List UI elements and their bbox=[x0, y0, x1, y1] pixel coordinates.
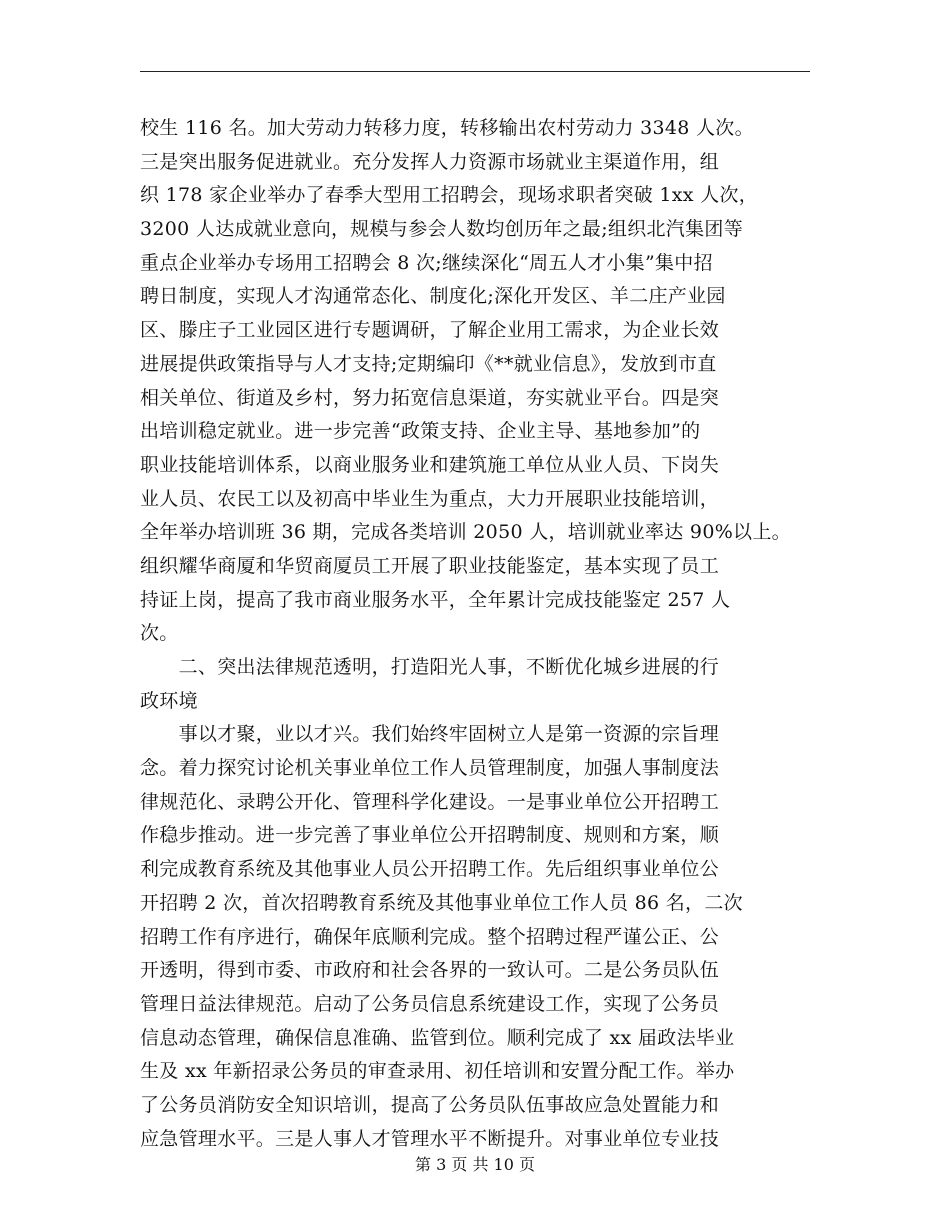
text-line: 作稳步推动。进一步完善了事业单位公开招聘制度、规则和方案，顺 bbox=[140, 824, 720, 847]
text-line: 业人员、农民工以及初高中毕业生为重点，大力开展职业技能培训， bbox=[140, 487, 720, 510]
text-line: 管理日益法律规范。启动了公务员信息系统建设工作，实现了公务员 bbox=[140, 992, 720, 1015]
text-line: 次。 bbox=[140, 622, 179, 645]
text-line: 念。着力探究讨论机关事业单位工作人员管理制度，加强人事制度法 bbox=[140, 757, 720, 780]
body-text bbox=[140, 112, 820, 1156]
text-line: 重点企业举办专场用工招聘会 8 次;继续深化“周五人才小集”集中招 bbox=[140, 251, 713, 274]
text-line: 校生 116 名。加大劳动力转移力度，转移输出农村劳动力 3348 人次。 bbox=[140, 117, 754, 139]
text-line: 织 178 家企业举办了春季大型用工招聘会，现场求职者突破 1xx 人次， bbox=[140, 184, 759, 207]
text-line: 开招聘 2 次，首次招聘教育系统及其他事业单位工作人员 86 名，二次 bbox=[140, 891, 743, 914]
text-line: 开透明，得到市委、市政府和社会各界的一致认可。二是公务员队伍 bbox=[140, 959, 720, 982]
text-line: 3200 人达成就业意向，规模与参会人数均创历年之最;组织北汽集团等 bbox=[140, 218, 743, 241]
text-line: 进展提供政策指导与人才支持;定期编印《**就业信息》，发放到市直 bbox=[140, 352, 717, 375]
text-line: 招聘工作有序进行，确保年底顺利完成。整个招聘过程严谨公正、公 bbox=[140, 925, 720, 948]
text-line: 区、滕庄子工业园区进行专题调研，了解企业用工需求，为企业长效 bbox=[140, 319, 720, 342]
text-line: 全年举办培训班 36 期，完成各类培训 2050 人，培训就业率达 90%以上。 bbox=[140, 521, 791, 544]
text-line: 利完成教育系统及其他事业人员公开招聘工作。先后组织事业单位公 bbox=[140, 858, 720, 881]
text-line: 出培训稳定就业。进一步完善“政策支持、企业主导、基地参加”的 bbox=[140, 420, 701, 443]
text-line: 事以才聚，业以才兴。我们始终牢固树立人是第一资源的宗旨理 bbox=[140, 723, 720, 746]
text-line: 生及 xx 年新招录公务员的审查录用、初任培训和安置分配工作。举办 bbox=[140, 1060, 735, 1083]
header-rule bbox=[140, 71, 810, 72]
text-line: 聘日制度，实现人才沟通常态化、制度化;深化开发区、羊二庄产业园 bbox=[140, 285, 726, 308]
text-line: 律规范化、录聘公开化、管理科学化建设。一是事业单位公开招聘工 bbox=[140, 790, 720, 813]
section-heading-line: 二、突出法律规范透明，打造阳光人事，不断优化城乡进展的行 bbox=[140, 656, 720, 678]
text-line: 三是突出服务促进就业。充分发挥人力资源市场就业主渠道作用，组 bbox=[140, 150, 720, 173]
text-line: 相关单位、街道及乡村，努力拓宽信息渠道，夯实就业平台。四是突 bbox=[140, 386, 720, 409]
text-line: 持证上岗，提高了我市商业服务水平，全年累计完成技能鉴定 257 人 bbox=[140, 588, 731, 611]
text-line: 组织耀华商厦和华贸商厦员工开展了职业技能鉴定，基本实现了员工 bbox=[140, 554, 720, 577]
text-line: 应急管理水平。三是人事人才管理水平不断提升。对事业单位专业技 bbox=[140, 1127, 720, 1150]
page-number-footer: 第 3 页 共 10 页 bbox=[415, 1155, 535, 1174]
text-line: 职业技能培训体系，以商业服务业和建筑施工单位从业人员、下岗失 bbox=[140, 453, 720, 476]
text-line: 信息动态管理，确保信息准确、监管到位。顺利完成了 xx 届政法毕业 bbox=[140, 1026, 735, 1049]
section-heading-line: 政环境 bbox=[140, 689, 198, 712]
text-line: 了公务员消防安全知识培训，提高了公务员队伍事故应急处置能力和 bbox=[140, 1093, 720, 1116]
